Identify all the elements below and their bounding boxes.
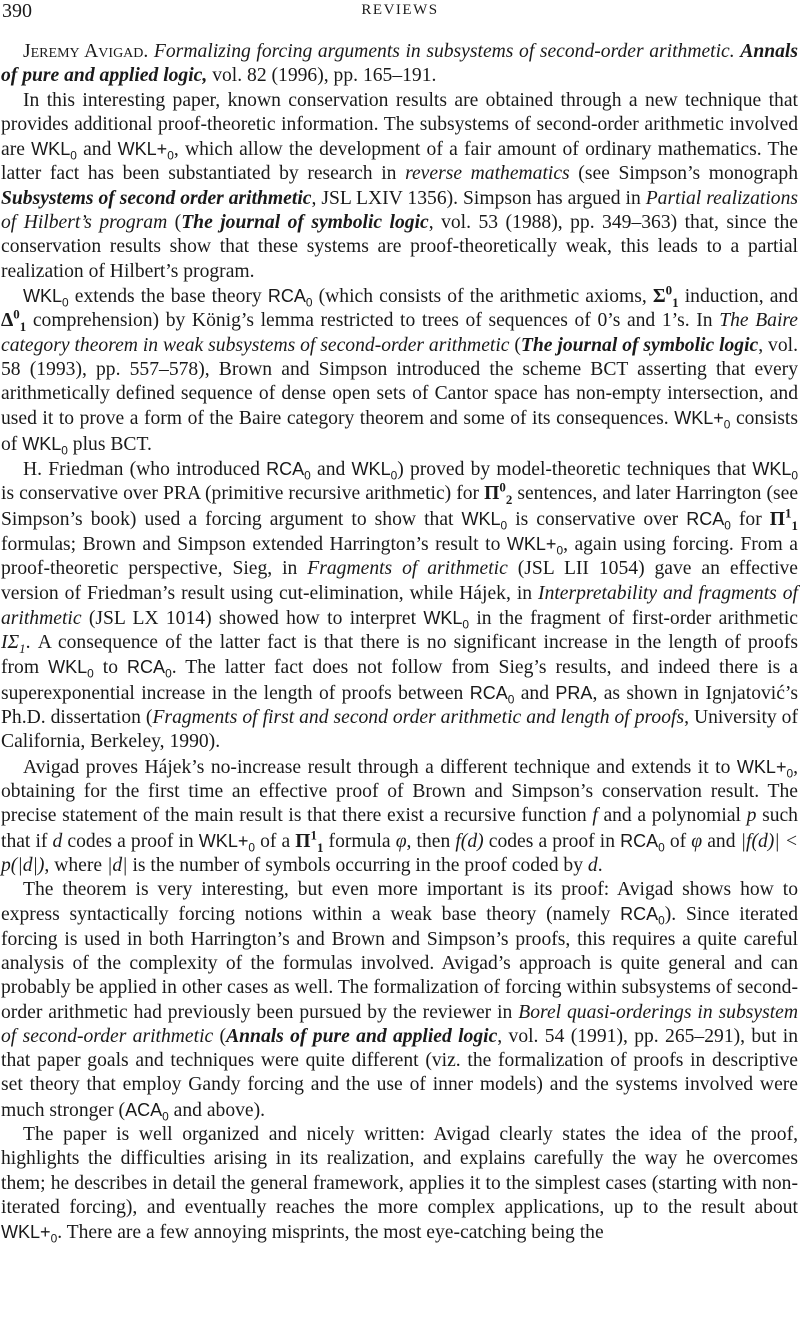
text: . There are a few annoying misprints, the most eye-catching being the — [57, 1222, 604, 1244]
paper-title: Interpretability and fragments of arithmetic — [1, 582, 798, 629]
citation — [1, 40, 798, 89]
wklplus0: $WKL+_0$ — [1, 1222, 58, 1246]
aca0: $ACA_0$ — [125, 1099, 169, 1124]
text: such that if — [1, 805, 798, 852]
text: (which consists of the arithmetic axioms, — [312, 285, 653, 307]
wkl0: $WKL_0$ — [23, 285, 69, 310]
sigma-0-1: $\Sigma^0_1$ — [652, 282, 679, 310]
text: , again using forcing. From a proof-theoretic perspective, Sieg, in — [1, 533, 798, 580]
text: comprehension) by König’s lemma restricted to trees of sequences of 0’s and 1’s. In — [26, 310, 720, 332]
text: , then — [406, 830, 456, 852]
text: formulas; Brown and Simpson extended Harrington’s result to — [1, 533, 507, 555]
math-f-of-d: f(d) — [455, 830, 484, 852]
book-title: Subsystems of second order arithmetic — [1, 187, 312, 209]
paragraph-wkl — [1, 284, 798, 457]
wkl0: $WKL_0$ — [351, 459, 398, 483]
delta-0-1: $\Delta^0_1$ — [1, 306, 27, 335]
pi-0-2: $\Pi^0_2$ — [484, 479, 513, 508]
italic-term: reverse mathematics — [405, 163, 570, 185]
text: Avigad proves Hájek’s no-increase result through a different technique and extends it to — [23, 756, 737, 778]
wkl0: $WKL_0$ — [461, 508, 508, 533]
running-title: REVIEWS — [361, 2, 439, 18]
text: , JSL LXIV 1356). Simpson has argued in — [311, 187, 646, 209]
text: , vol. 53 (1988), pp. 349–363) that, since the conservation results show that these systems are proof-theoretically weak, this leads to a partial realization of Hilbert’s program. — [1, 212, 798, 282]
text: is the number of symbols occurring in the proof coded by — [127, 854, 588, 876]
text: in the fragment of first-order arithmetic — [469, 607, 798, 629]
text: . — [597, 854, 603, 876]
citation-author: Jeremy Avigad. — [23, 41, 149, 62]
paper-title: Borel quasi-orderings in subsystem of second-order arithmetic — [1, 1001, 798, 1047]
paragraph-proof — [1, 878, 798, 1123]
text: and — [514, 682, 556, 704]
wkl0: $WKL_0$ — [22, 433, 68, 458]
text: to — [93, 657, 128, 679]
text: induction, and — [678, 285, 799, 307]
text: , as shown in Ignjatović’s Ph.D. dissertation ( — [1, 682, 798, 729]
paper-title: The Baire category theorem in weak subsystems of second-order arithmetic — [1, 310, 799, 356]
wklplus0: $WKL+_0$ — [506, 533, 564, 558]
text: and above). — [168, 1099, 266, 1121]
paragraph-main-result — [1, 755, 798, 878]
journal-title: The journal of symbolic logic — [181, 212, 429, 234]
text: and — [76, 139, 118, 161]
text: is conservative over PRA (primitive recursive arithmetic) for — [1, 483, 485, 505]
pi-1-1: $\Pi^1_1$ — [295, 826, 324, 855]
wkl0: $WKL_0$ — [31, 139, 77, 163]
text: extends the base theory — [68, 285, 268, 307]
text: ( — [167, 212, 182, 234]
text: , obtaining for the first time an effective proof of Brown and Simpson’s conservation result. The precise statement of the main result is that there exist a recursive function — [1, 756, 798, 827]
rca0: $RCA_0$ — [266, 459, 311, 483]
text: (see Simpson’s monograph — [569, 163, 798, 185]
text: and — [310, 459, 352, 481]
rca0: $RCA_0$ — [127, 657, 172, 682]
rca0: $RCA_0$ — [620, 830, 665, 855]
text: plus BCT. — [67, 433, 152, 455]
text: H. Friedman (who introduced — [23, 459, 267, 481]
wkl0: $WKL_0$ — [423, 607, 470, 632]
text: ( — [213, 1025, 227, 1047]
text: sentences, and later Harrington (see Simpson’s book) used a forcing argument to show that — [1, 483, 799, 530]
text: and a polynomial — [597, 805, 747, 827]
math-phi: φ — [691, 830, 703, 852]
text: of — [664, 830, 692, 852]
dissertation-title: Fragments of first and second order arithmetic and length of proofs — [152, 707, 685, 729]
citation-title: Formalizing forcing arguments in subsystems of second-order arithmetic. — [153, 41, 735, 62]
text: , vol. 58 (1993), pp. 557–578), Brown and Simpson introduced the scheme BCT asserting that every arithmetically defined sequence of dense open sets of Cantor space has non-empty intersection, and used it to prove a form of the Baire category theorem and some of its consequences. — [1, 334, 798, 430]
paragraph-assessment — [1, 1123, 798, 1245]
pra: PRA — [555, 682, 593, 703]
math-d: d — [587, 854, 598, 876]
math-p: p — [746, 805, 757, 827]
wklplus0: $WKL+_0$ — [674, 408, 731, 433]
text: , which allow the development of a fair amount of ordinary mathematics. The latter fact has been substantiated by research in — [1, 139, 798, 185]
text: In this interesting paper, known conservation results are obtained through a new technique that provides additional proof-theoretic information. The subsystems of second-order arithmetic involved are — [1, 89, 798, 161]
rca0: $RCA_0$ — [686, 508, 731, 533]
text: codes a proof in — [62, 830, 199, 852]
text: The paper is well organized and nicely written: Avigad clearly states the idea of the proof, highlights the difficulties arising in its realization, and explains carefully the way he overcomes them; he describes in detail the general framework, applies it to the simplest cases (starting with non-iterated forcing), and eventually reaches the more complex applications, up to the result about — [1, 1124, 798, 1218]
text: ( — [509, 334, 521, 356]
pi-1-1: $\Pi^1_1$ — [769, 505, 798, 533]
wklplus0: $WKL+_0$ — [198, 830, 255, 855]
rca0: $RCA_0$ — [469, 682, 515, 707]
wkl0: $WKL_0$ — [752, 459, 798, 483]
paper-title: Fragments of arithmetic — [307, 558, 508, 580]
text: (JSL LII 1054) gave an effective version of Friedman’s result using cut-elimination, while Hájek, in — [1, 558, 799, 604]
wklplus0: $WKL+_0$ — [736, 756, 794, 781]
text: The theorem is very interesting, but even more important is its proof: Avigad shows how to express syntactically forcing notions within a weak base theory (namely — [1, 879, 798, 926]
rca0: $RCA_0$ — [267, 285, 313, 310]
review-body — [1, 40, 798, 1246]
paragraph-history — [1, 457, 798, 755]
text: and — [702, 830, 741, 852]
text: for — [730, 508, 770, 530]
text: . The latter fact does not follow from Sieg’s results, and indeed there is a superexponential increase in the length of proofs between — [1, 657, 798, 704]
page-number: 390 — [2, 0, 32, 22]
math-d: d — [52, 830, 63, 852]
rca0: $RCA_0$ — [620, 904, 665, 928]
text: ) proved by model-theoretic techniques that — [397, 459, 753, 481]
text: , where — [44, 854, 107, 876]
text: of a — [254, 830, 296, 852]
math-f: f — [592, 805, 598, 827]
page-header — [0, 0, 800, 26]
text: is conservative over — [507, 508, 687, 530]
math-phi: φ — [395, 830, 407, 852]
journal-title: The journal of symbolic logic — [520, 334, 759, 356]
text: codes a proof in — [483, 830, 621, 852]
text: , University of California, Berkeley, 1990). — [1, 707, 798, 753]
math-abs-d: |d| — [106, 854, 128, 876]
math-inequality: |f(d)| < p(|d|) — [1, 830, 799, 876]
paper-title: Partial realizations of Hilbert’s program — [1, 187, 798, 234]
paragraph-intro — [1, 89, 798, 284]
journal-title: Annals of pure and applied logic — [226, 1025, 498, 1047]
i-sigma-1: $I\Sigma_1$ — [1, 632, 26, 657]
wklplus0: $WKL+_0$ — [117, 139, 174, 163]
text: , vol. 54 (1991), pp. 265–291), but in that paper goals and techniques were quite different (viz. the formalization of proofs in descriptive set theory that employ Gandy forcing and the use of inner models) and the systems involved were much stronger ( — [1, 1025, 798, 1121]
wkl0: $WKL_0$ — [48, 657, 94, 682]
text: (JSL LX 1014) showed how to interpret — [81, 607, 424, 629]
text: formula — [323, 830, 396, 852]
text: . A consequence of the latter fact is that there is no significant increase in the length of proofs from — [1, 632, 798, 679]
citation-journal: Annals of pure and applied logic, — [1, 41, 798, 87]
text: ). Since iterated forcing is used in both Harrington’s and Brown and Simpson’s proofs, this requires a quite careful analysis of the complexity of the formulas involved. Avigad’s approach is quite general and can probably be applied in other cases as well. The formalization of forcing within subsystems of second-order arithmetic had previously been pursued by the reviewer in — [1, 904, 798, 1023]
citation-details: vol. 82 (1996), pp. 165–191. — [212, 65, 437, 87]
text: consists of — [1, 408, 798, 455]
